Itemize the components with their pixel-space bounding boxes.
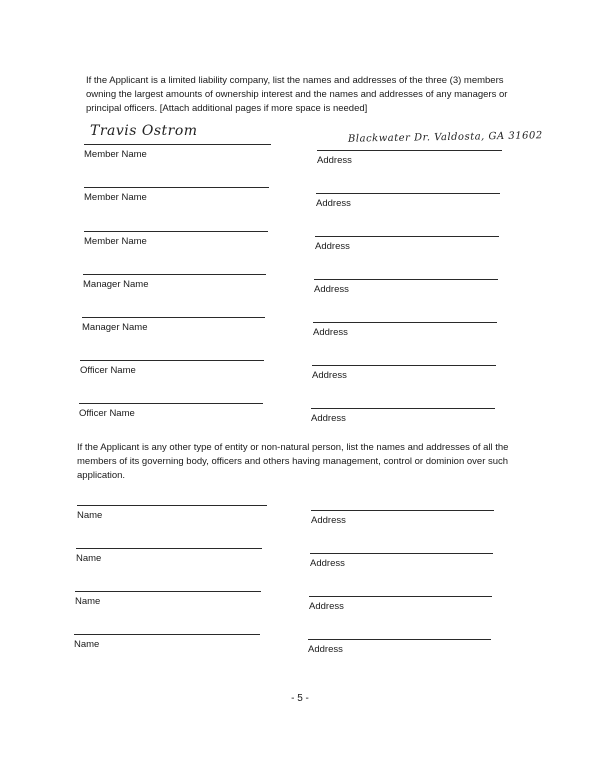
entity-address-field-1[interactable]	[311, 510, 494, 526]
field-label: Address	[314, 284, 349, 295]
name-field-2[interactable]	[76, 548, 262, 564]
page-number: - 5 -	[291, 693, 309, 704]
member-name-field-3[interactable]	[84, 231, 268, 247]
field-label: Officer Name	[80, 365, 136, 376]
handwritten-address: Blackwater Dr. Valdosta, GA 31602	[347, 130, 543, 145]
field-label: Address	[316, 198, 351, 209]
field-label: Address	[311, 515, 346, 526]
field-label: Address	[308, 644, 343, 655]
manager-name-field-2[interactable]	[82, 317, 265, 333]
field-label: Address	[309, 601, 344, 612]
field-label: Name	[77, 510, 103, 521]
address-field-1[interactable]	[317, 150, 502, 166]
entity-address-field-2[interactable]	[310, 553, 493, 569]
field-label: Address	[317, 155, 352, 166]
name-field-1[interactable]	[77, 505, 267, 521]
officer-name-field-1[interactable]	[80, 360, 264, 376]
llc-instructions: If the Applicant is a limited liability company, list the names and addresses of the three (3) members owning the largest amounts of ownership interest and the names and addresses of any managers or principal officers. [Attach additional pages if more space is needed]	[86, 75, 508, 114]
field-label: Address	[310, 558, 345, 569]
field-label: Officer Name	[79, 408, 135, 419]
field-label: Name	[74, 639, 100, 650]
manager-name-field-1[interactable]	[83, 274, 266, 290]
field-label: Manager Name	[82, 322, 148, 333]
address-field-3[interactable]	[315, 236, 499, 252]
field-label: Name	[76, 553, 102, 564]
name-field-4[interactable]	[74, 634, 260, 650]
field-label: Member Name	[84, 149, 147, 160]
name-field-3[interactable]	[75, 591, 261, 607]
member-name-field-2[interactable]	[84, 187, 269, 203]
field-label: Member Name	[84, 192, 147, 203]
field-label: Name	[75, 596, 101, 607]
entity-address-field-4[interactable]	[308, 639, 491, 655]
address-field-6[interactable]	[312, 365, 496, 381]
field-label: Address	[315, 241, 350, 252]
field-label: Address	[311, 413, 346, 424]
entity-address-field-3[interactable]	[309, 596, 492, 612]
address-field-2[interactable]	[316, 193, 500, 209]
officer-name-field-2[interactable]	[79, 403, 263, 419]
address-field-7[interactable]	[311, 408, 495, 424]
field-label: Member Name	[84, 236, 147, 247]
field-label: Address	[313, 327, 348, 338]
other-entity-instructions: If the Applicant is any other type of entity or non-natural person, list the names and addresses of all the members of its governing body, officers and others having management, control or dominion over such application.	[77, 442, 509, 481]
handwritten-member-name: Travis Ostrom	[90, 123, 198, 139]
field-label: Manager Name	[83, 279, 149, 290]
field-label: Address	[312, 370, 347, 381]
member-name-field-1[interactable]	[84, 144, 271, 160]
address-field-4[interactable]	[314, 279, 498, 295]
address-field-5[interactable]	[313, 322, 497, 338]
